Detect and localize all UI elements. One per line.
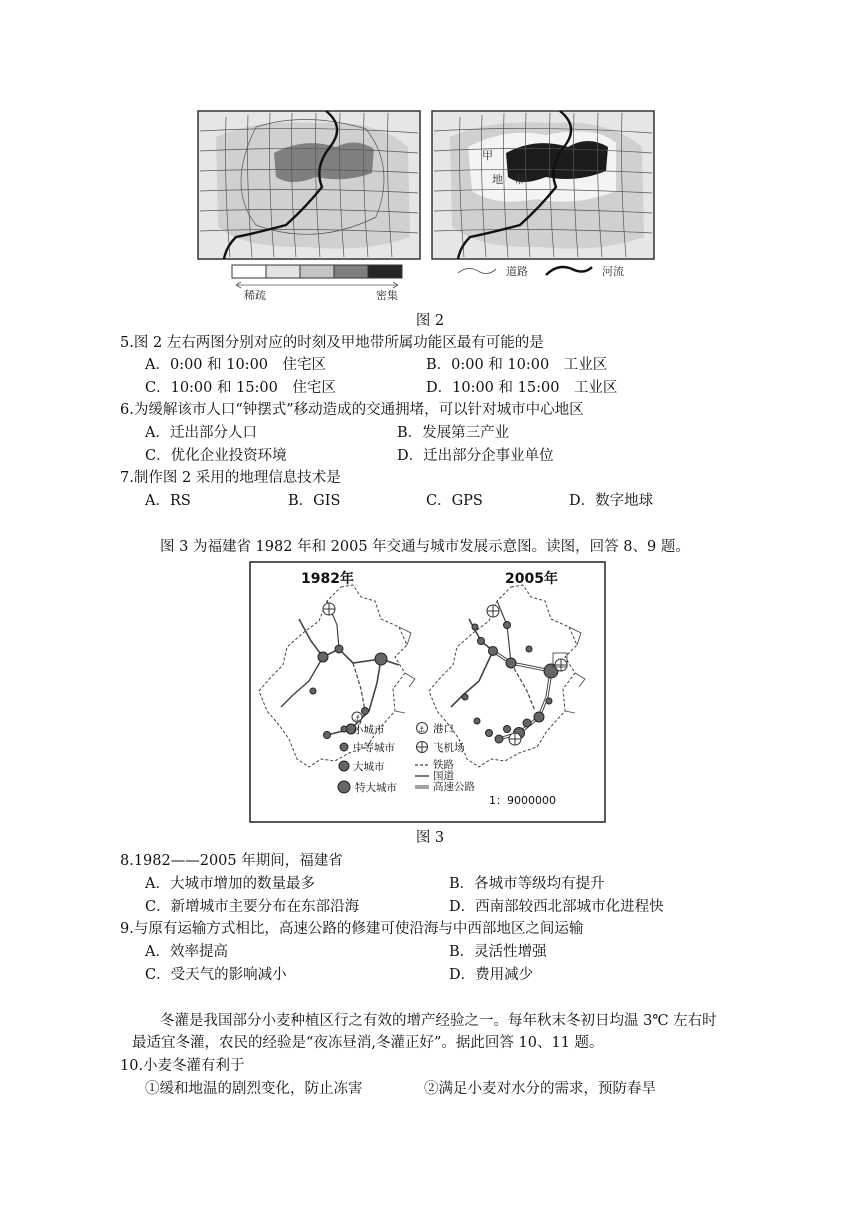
legend-small-city: 小城市 [353,724,385,736]
label-di: 地 [492,173,503,186]
legend-highway: 高速公路 [433,781,475,793]
q5-stem: 5.图 2 左右两图分别对应的时刻及甲地带所属功能区最有可能的是 [120,335,544,351]
legend-railway: 铁路 [433,759,454,771]
legend-airport: 飞机场 [433,742,465,754]
q8-option-b: B．各城市等级均有提升 [449,876,605,892]
q10-option-2: ②满足小麦对水分的需求，预防春旱 [424,1081,656,1097]
q8-option-a: A．大城市增加的数量最多 [145,876,315,892]
q7-option-b: B．GIS [288,493,341,509]
legend-river: 河流 [602,265,624,278]
q5-option-d: D．10:00 和 15:00 工业区 [426,380,618,396]
legend-road: 道路 [506,265,528,278]
legend-medium-city: 中等城市 [353,742,395,754]
q7-option-a: A．RS [145,493,191,509]
svg-text:⚓: ⚓ [418,725,426,734]
figure-3-intro: 图 3 为福建省 1982 年和 2005 年交通与城市发展示意图。读图，回答 8、9 题。 [160,539,690,555]
label-jia: 甲 [482,149,493,162]
q6-option-c: C．优化企业投资环境 [145,448,287,464]
road-river-legend [458,264,624,278]
svg-text:⚓: ⚓ [354,714,362,723]
q8-stem: 8.1982——2005 年期间，福建省 [120,853,343,869]
q9-option-c: C．受天气的影响减小 [145,967,287,983]
legend-mega-city: 特大城市 [355,782,397,794]
year-1982: 1982年 [301,571,354,587]
q7-option-d: D．数字地球 [569,493,654,509]
passage-line-2: 最适宜冬灌，农民的经验是“夜冻昼消,冬灌正好”。据此回答 10、11 题。 [132,1035,604,1051]
q7-option-c: C．GPS [426,493,483,509]
q5-option-a: A．0:00 和 10:00 住宅区 [145,357,327,373]
figure-3-caption: 图 3 [415,830,445,846]
figure-2 [196,107,660,307]
legend-scale: 1：9000000 [489,794,556,807]
q8-option-c: C．新增城市主要分布在东部沿海 [145,899,360,915]
q7-stem: 7.制作图 2 采用的地理信息技术是 [120,470,341,486]
figure-2-caption: 图 2 [415,313,445,329]
legend-large-city: 大城市 [353,761,385,773]
legend-sparse: 稀疏 [244,289,266,302]
q5-option-b: B．0:00 和 10:00 工业区 [426,357,608,373]
q10-stem: 10.小麦冬灌有利于 [120,1058,245,1074]
density-legend [232,265,402,302]
figure-2-right-map [432,111,654,259]
q10-option-1: ①缓和地温的剧烈变化，防止冻害 [145,1081,363,1097]
legend-port: 港口 [433,723,454,735]
q9-stem: 9.与原有运输方式相比，高速公路的修建可使沿海与中西部地区之间运输 [120,921,584,937]
figure-2-left-map [198,111,420,259]
passage-line-1: 冬灌是我国部分小麦种植区行之有效的增产经验之一。每年秋末冬初日均温 3℃ 左右时 [160,1013,717,1029]
q9-option-a: A．效率提高 [145,944,228,960]
q6-option-d: D．迁出部分企事业单位 [397,448,554,464]
label-dai: 带 [514,173,525,186]
q9-option-d: D．费用减少 [449,967,534,983]
q5-option-c: C．10:00 和 15:00 住宅区 [145,380,336,396]
year-2005: 2005年 [505,571,558,587]
q9-option-b: B．灵活性增强 [449,944,547,960]
legend-national-road: 国道 [433,770,454,782]
legend-dense: 密集 [376,289,398,302]
q6-stem: 6.为缓解该市人口“钟摆式”移动造成的交通拥堵，可以针对城市中心地区 [120,402,584,418]
q8-option-d: D．西南部较西北部城市化进程快 [449,899,664,915]
figure-3 [249,561,606,823]
q6-option-b: B．发展第三产业 [397,425,510,441]
q6-option-a: A．迁出部分人口 [145,425,257,441]
